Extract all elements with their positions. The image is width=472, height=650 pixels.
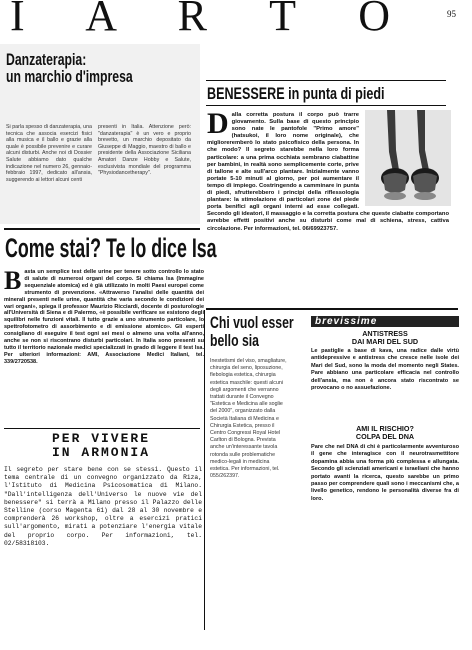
isa-text-wrap bbox=[4, 269, 204, 424]
benessere-body: alla corretta postura il corpo può trarre giovamento. Sulla base di questo principio sono nate le pantofole "Primo amore" (hatsukoi, il loro nome originale), che miglioreremberò lo stato psicofisico della persona. In che modo? Il segreto starebbe nella loro forma particolare: a una prima occhiata sembrano ciabattine per bambini, in realtà sono semplicemente corte, prive di tallone e alte sull'arco plantare. Inizialmente vanno portate 5-10 minuti al giorno, per poi aumentare il tempo di impiego. Costringendo a camminare in punta di piedi, sfrutterebbero i principi della riflessologia plantare: la stimolazione di particolari zone del piede porta benifici agli organi interni ad esse collegati. Secondo gli ideatori, il massaggio e la corretta postura che queste ciabatte comportano avrebbe effetti positivi anche su disturbi come mal di schiena, stress, cattiva circolazione. Per informazioni, tel. 06/69923757. bbox=[207, 112, 449, 232]
benessere-title-rule bbox=[206, 105, 446, 106]
danzaterapia-title-line1: Danzaterapia: bbox=[6, 50, 87, 69]
brevissime-item2-title bbox=[311, 425, 459, 441]
item2-title-line1: AMI IL RISCHIO? bbox=[356, 424, 414, 433]
column-divider bbox=[204, 310, 205, 630]
item1-title-line2: DAI MARI DEL SUD bbox=[351, 337, 419, 347]
isa-body: asta un semplice test delle urine per tenere sotto controllo lo stato di salute di numerosi organi del corpo. Si chiama Isa (Immagine sequenziale atomica) ed è già utilizzato in molti Paesi europei come strumento di prevenzione. «Attraverso l'analisi delle quantità dei minerali presenti nelle urine, quantità che varia secondo le condizioni dei vari organi», spiega il professor Maurizio Ricciardi, docente di posturologie all'Università di Siena e di Palermo, «è possibile verificare se esistono degli squilibri nelle funzioni vitali. Il tutto grazie a uno strumento particolare, lo spettrofotometro di assorbimento e di emissione atomico». Gli esperti consigliano di eseguire il test ogni sei mesi o almeno una volta all'anno, anche se non si riscontrano disturbi particolari. In Italia sono presenti su tutto il territorio nazionale medici specializzati in grado di leggere il test Isa. Per ulteriori informazioni: AMI, Associazione Medici Italiani, tel. 339/2720538. bbox=[4, 269, 204, 365]
armonia-title-line2: IN ARMONIA bbox=[52, 445, 151, 460]
armonia-body: Il segreto per stare bene con se stessi. Questo il tema centrale di un convegno organizzato da Riza, l'Istituto di Medicina Psicosomatica di Milano. "Dall'intelligenza dell'Universo le nuove vie del benessere" si terrà a Milano presso il Palazzo delle Stelline (corso Magenta 61) dal 28 al 30 novembre e comprenderà 26 workshop, oltre a esercizi pratici sull'argomento, mirati a potenziare l'energia vitale del proprio corpo. Per informazioni, tel. 02/58318103. bbox=[4, 466, 202, 547]
benessere-dropcap: D bbox=[207, 107, 229, 140]
bello-title-line2: bello sia bbox=[210, 331, 259, 350]
benessere-text-wrap bbox=[207, 107, 449, 304]
bello-title-line1: Chi vuol esser bbox=[210, 313, 294, 332]
item2-title-line2: COLPA DEL DNA bbox=[355, 432, 415, 442]
isa-bottom-rule bbox=[4, 428, 200, 429]
isa-top-rule bbox=[4, 228, 200, 230]
armonia-title-line1: PER VIVERE bbox=[52, 431, 151, 446]
page-number: 95 bbox=[447, 9, 456, 19]
benessere-bottom-rule bbox=[206, 308, 458, 310]
brevissime-item2-body: Pare che nel DNA di chi è particolarmente avventuroso il gene che interagisce con il neurotrasmettitore dopamina abbia una forma più complessa e allungata. Secondo gli scienziati americani e israeliani che hanno portato avanti la ricerca, questo sarebbe un primo passo per comprendere quali sono i meccanismi che, a livello genetico, rendono le personalità diverse fra di loro. bbox=[311, 444, 459, 502]
masthead: I A R T O bbox=[10, 0, 416, 40]
bello-body: Inestetismi del viso, smagliature, chirurgia del seno, liposuzione, flebologia estetica, chirurgia estetica maschile: questi alcuni degli argomenti che verranno trattati durante il Convegno "Estetica e Medicina alle soglie del 2000", organizzato dalla Società Italiana di Medicina e Chirurgia Estetica, presso il Centro Congressi Royal Hotel Carlton di Bologna. Prevista anche un'interessante tavola rotonda sulle problematiche medico-legali in medicina estetica. Per informazioni, tel. 055/262397. bbox=[210, 358, 287, 480]
danzaterapia-column-1: Si parla spesso di danzaterapia, una tecnica che associa esercizi fisici alla musica e il ballo e grazie alla quale è possibile prevenire e curare alcuni disturbi. Anche noi di Dossier Salute abbiamo dato qualche indicazione nel numero 26, gennaio-febbraio 1997, dedicato all'ansia, suggerendo ai lettori alcuni centi bbox=[6, 124, 92, 183]
danzaterapia-column-2: presenti in Italia. Attenzione però: "danzaterapia" è un vero e proprio brevetto, un marchio depositato da Giuseppe di Maggio, maestro di ballo e presidente della Associazione Siciliana Amatori Danze Hobby e Salute, esclusivista mondiale del programma "Physiodancetherapy". bbox=[98, 124, 191, 177]
item1-title-line1: ANTISTRESS bbox=[362, 329, 408, 338]
brevissime-item1-title bbox=[311, 330, 459, 346]
benessere-top-rule bbox=[206, 80, 446, 81]
photo-spacer bbox=[359, 112, 449, 210]
isa-title: Come stai? Te lo dice Isa bbox=[5, 233, 217, 263]
brevissime-item1-body: Le pastiglie a base di kava, una radice dalle virtù antidepressive e antistress che cresce nelle isole dei Mari del Sud, sono la moda del momento negli States. Pare abbiano una particolare efficacia nel controllo dell'ansia, ma non è ancora stato riscontrato se provocano o no assuefazione. bbox=[311, 348, 459, 392]
isa-dropcap: B bbox=[4, 269, 22, 295]
benessere-title: BENESSERE in punta di piedi bbox=[207, 84, 385, 103]
brevissime-banner: brevissime bbox=[311, 316, 459, 327]
danzaterapia-title-line2: un marchio d'impresa bbox=[6, 67, 133, 86]
